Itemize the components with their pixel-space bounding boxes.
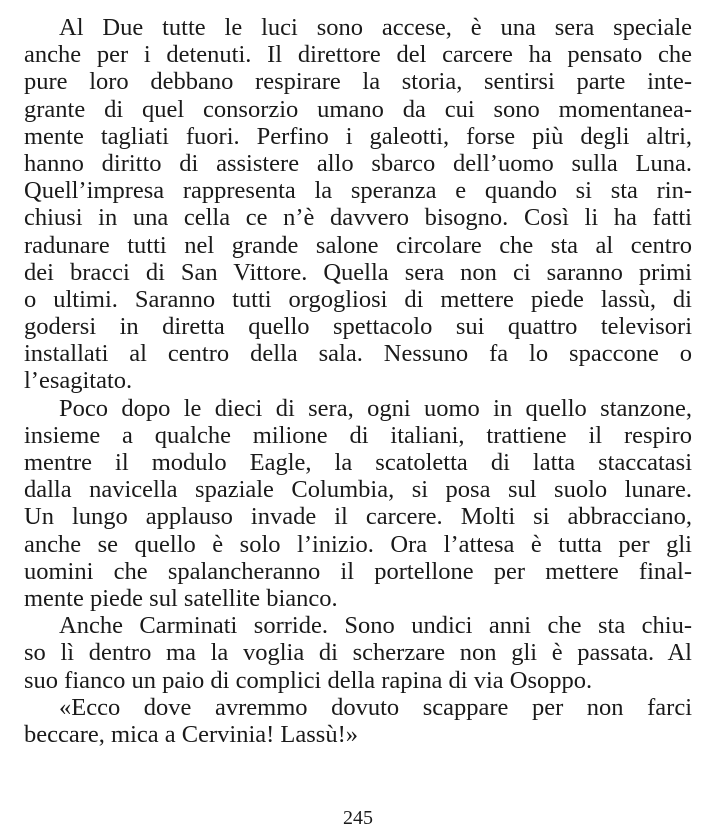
text-line: insieme a qualche milione di italiani, trattiene il respiro <box>24 421 692 449</box>
paragraph <box>24 694 692 748</box>
text-line: Un lungo applauso invade il carcere. Molti si abbracciano, <box>24 503 692 531</box>
text-line: dalla navicella spaziale Columbia, si posa sul suolo lunare. <box>24 476 692 504</box>
text-line: pure loro debbano respirare la storia, sentirsi parte inte- <box>24 68 692 96</box>
text-line: dei bracci di San Vittore. Quella sera non ci saranno primi <box>24 258 692 286</box>
text-line: l’esagitato. <box>24 367 133 395</box>
text-line: chiusi in una cella ce n’è davvero bisogno. Così li ha fatti <box>24 204 692 232</box>
text-line: anche se quello è solo l’inizio. Ora l’attesa è tutta per gli <box>24 530 692 558</box>
text-line: «Ecco dove avremmo dovuto scappare per non farci <box>59 693 692 721</box>
text-line: Quell’impresa rappresenta la speranza e quando si sta rin- <box>24 177 692 205</box>
text-line: godersi in diretta quello spettacolo sui quattro televisori <box>24 313 692 341</box>
text-line: mentre il modulo Eagle, la scatoletta di latta staccatasi <box>24 449 692 476</box>
text-line: o ultimi. Saranno tutti orgogliosi di mettere piede lassù, di <box>24 285 692 313</box>
page-body <box>24 14 692 748</box>
text-line: mente tagliati fuori. Perfino i galeotti, forse più degli altri, <box>24 122 692 150</box>
text-line: radunare tutti nel grande salone circolare che sta al centro <box>24 231 692 259</box>
text-line: mente piede sul satellite bianco. <box>24 584 338 612</box>
text-line: anche per i detenuti. Il direttore del carcere ha pensato che <box>24 41 692 69</box>
text-line: suo fianco un paio di complici della rapina di via Osoppo. <box>24 666 593 694</box>
paragraph <box>24 395 692 613</box>
text-line: Al Due tutte le luci sono accese, è una sera speciale <box>59 14 692 41</box>
text-line: so lì dentro ma la voglia di scherzare non gli è passata. Al <box>24 639 692 667</box>
text-line: Poco dopo le dieci di sera, ogni uomo in quello stanzone, <box>59 394 692 422</box>
text-line: grante di quel consorzio umano da cui sono momentanea- <box>24 95 692 123</box>
page-number: 245 <box>343 807 373 829</box>
text-line: beccare, mica a Cervinia! Lassù!» <box>24 720 358 748</box>
paragraph <box>24 612 692 694</box>
text-line: Anche Carminati sorride. Sono undici anni che sta chiu- <box>59 612 692 640</box>
text-line: hanno diritto di assistere allo sbarco dell’uomo sulla Luna. <box>24 149 692 177</box>
text-line: installati al centro della sala. Nessuno fa lo spaccone o <box>24 340 692 368</box>
text-line: uomini che spalancheranno il portellone per mettere final- <box>24 557 692 585</box>
paragraph <box>24 14 692 395</box>
